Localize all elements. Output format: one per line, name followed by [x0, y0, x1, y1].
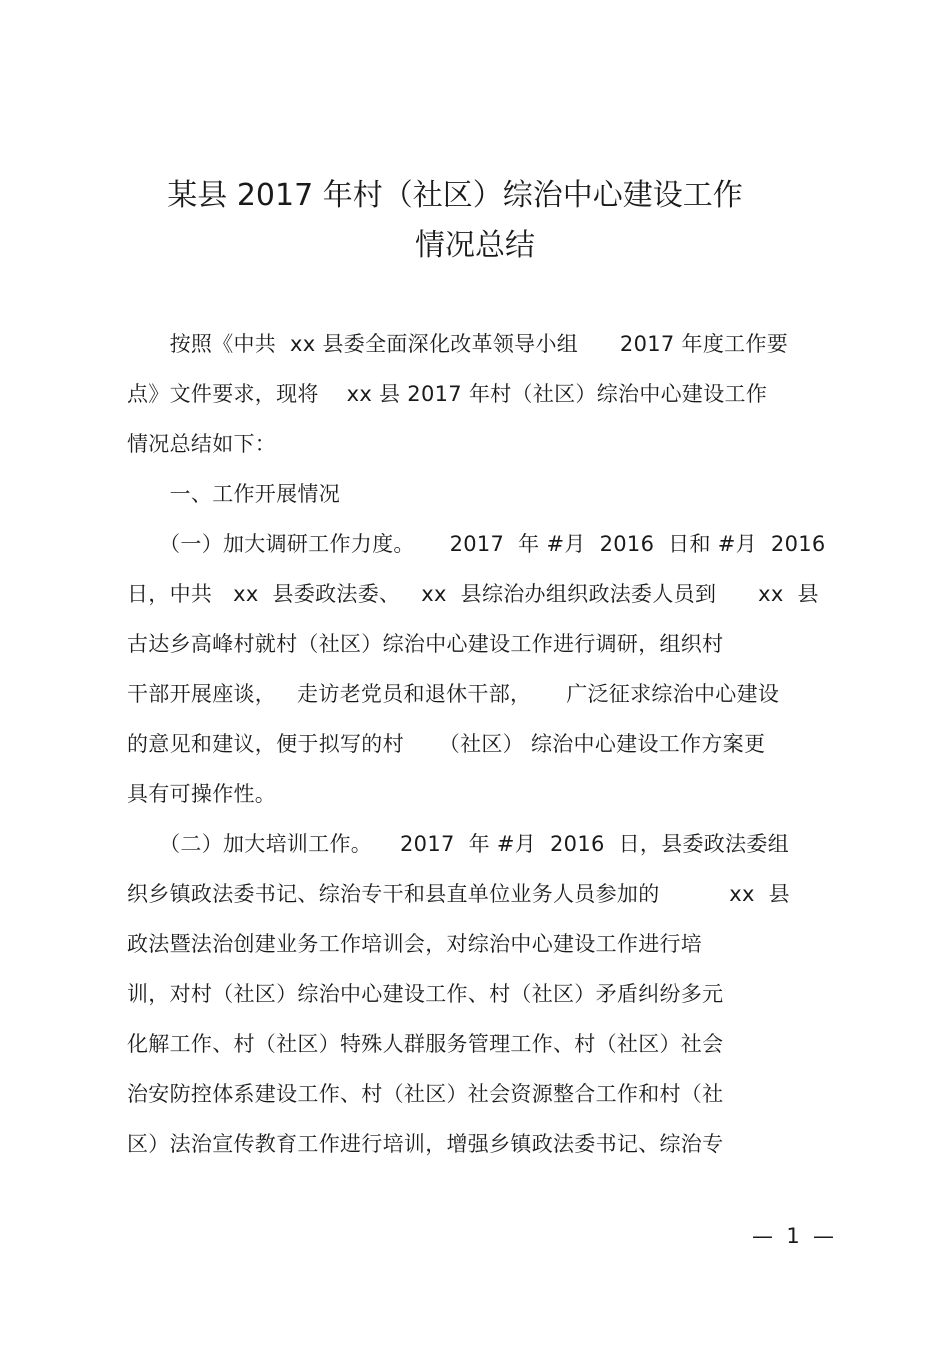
body-line: 点》文件要求，现将 xx 县 2017 年村（社区）综治中心建设工作: [127, 382, 768, 406]
body-line: 干部开展座谈， 走访老党员和退休干部， 广泛征求综治中心建设: [127, 682, 780, 706]
body-line: 日，中共 xx 县委政法委、 xx 县综治办组织政法委人员到 xx 县: [127, 582, 819, 606]
body-line: （二）加大培训工作。 2017 年 #月 2016 日，县委政法委组: [127, 832, 790, 856]
body-line: 古达乡高峰村就村（社区）综治中心建设工作进行调研，组织村: [127, 632, 724, 656]
body-line: 按照《中共 xx 县委全面深化改革领导小组 2017 年度工作要: [127, 332, 789, 356]
document-title-line-2: 情况总结: [415, 228, 535, 263]
document-title-line-1: 某县 2017 年村（社区）综治中心建设工作: [167, 178, 743, 213]
body-line: 政法暨法治创建业务工作培训会，对综治中心建设工作进行培: [127, 932, 703, 956]
body-line: 情况总结如下：: [127, 432, 277, 456]
section-heading: 一、工作开展情况: [127, 482, 340, 506]
body-line: （一）加大调研工作力度。 2017 年 #月 2016 日和 #月 2016: [127, 532, 826, 556]
body-line: 治安防控体系建设工作、村（社区）社会资源整合工作和村（社: [127, 1082, 724, 1106]
body-line: 区）法治宣传教育工作进行培训，增强乡镇政法委书记、综治专: [127, 1132, 724, 1156]
body-line: 织乡镇政法委书记、综治专干和县直单位业务人员参加的 xx 县: [127, 882, 790, 906]
body-line: 具有可操作性。: [127, 782, 277, 806]
page-number: — 1 —: [752, 1224, 835, 1248]
body-line: 的意见和建议，便于拟写的村 （社区） 综治中心建设工作方案更: [127, 732, 766, 756]
body-line: 训，对村（社区）综治中心建设工作、村（社区）矛盾纠纷多元: [127, 982, 724, 1006]
body-line: 化解工作、村（社区）特殊人群服务管理工作、村（社区）社会: [127, 1032, 724, 1056]
